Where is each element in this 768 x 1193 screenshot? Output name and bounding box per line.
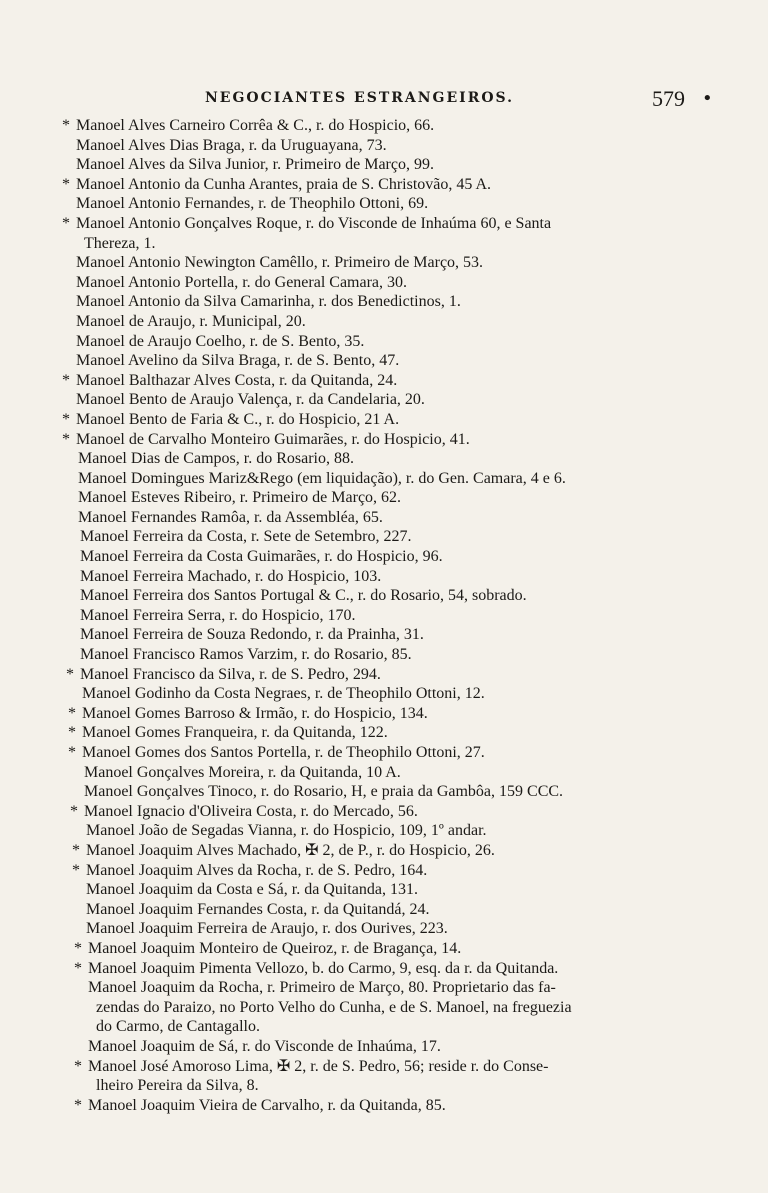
list-item xyxy=(0,1096,768,1116)
list-item xyxy=(0,488,768,508)
list-item xyxy=(0,645,768,665)
entry-text: Manoel Gonçalves Tinoco, r. do Rosario, H, e praia da Gambôa, 159 CCC. xyxy=(84,783,564,801)
entry-text: Manoel Ferreira dos Santos Portugal & C., r. do Rosario, 54, sobrado. xyxy=(80,587,527,605)
entry-continuation: lheiro Pereira da Silva, 8. xyxy=(96,1077,259,1095)
list-item xyxy=(0,802,768,822)
list-item xyxy=(0,625,768,645)
list-item xyxy=(0,684,768,704)
list-item xyxy=(0,978,768,1037)
list-item xyxy=(0,430,768,450)
list-item xyxy=(0,175,768,195)
asterisk-mark: * xyxy=(72,861,80,879)
list-item xyxy=(0,312,768,332)
list-item xyxy=(0,861,768,881)
header-dot: • xyxy=(702,88,713,109)
list-item xyxy=(0,723,768,743)
asterisk-mark: * xyxy=(66,665,74,683)
entry-text: Manoel Godinho da Costa Negraes, r. de Theophilo Ottoni, 12. xyxy=(82,685,485,703)
list-item xyxy=(0,606,768,626)
entry-text: Manoel Ignacio d'Oliveira Costa, r. do Mercado, 56. xyxy=(84,802,418,820)
entry-text: Manoel Alves Carneiro Corrêa & C., r. do Hospicio, 66. xyxy=(76,117,435,134)
entry-text: Manoel Joaquim Monteiro de Queiroz, r. de Bragança, 14. xyxy=(88,939,462,957)
entry-text: Manoel de Araujo Coelho, r. de S. Bento, 35. xyxy=(76,332,365,350)
page-header xyxy=(0,86,768,114)
entry-text: Manoel Antonio da Cunha Arantes, praia de S. Christovão, 45 A. xyxy=(76,175,492,193)
list-item xyxy=(0,351,768,371)
asterisk-mark: * xyxy=(68,724,76,742)
list-item xyxy=(0,332,768,352)
entry-text: Manoel Antonio Newington Camêllo, r. Primeiro de Março, 53. xyxy=(76,254,484,272)
merchant-list xyxy=(0,116,768,1115)
entry-text: Manoel Alves Dias Braga, r. da Uruguayana, 73. xyxy=(76,136,387,154)
entry-text: Manoel Gonçalves Moreira, r. da Quitanda, 10 A. xyxy=(84,763,401,781)
entry-text: Manoel Fernandes Ramôa, r. da Assembléa, 65. xyxy=(78,508,383,526)
list-item xyxy=(0,155,768,175)
list-item xyxy=(0,586,768,606)
entry-text: Manoel Joaquim de Sá, r. do Visconde de Inhaúma, 17. xyxy=(88,1037,441,1055)
list-item xyxy=(0,449,768,469)
asterisk-mark: * xyxy=(62,430,70,448)
list-item xyxy=(0,704,768,724)
entry-continuation: zendas do Paraizo, no Porto Velho do Cunha, e de S. Manoel, na freguezia xyxy=(96,998,572,1016)
list-item xyxy=(0,743,768,763)
list-item xyxy=(0,919,768,939)
entry-text: Manoel Joaquim Ferreira de Araujo, r. dos Ourives, 223. xyxy=(86,920,448,938)
list-item xyxy=(0,194,768,214)
asterisk-mark: * xyxy=(62,214,70,232)
entry-text: Manoel Joaquim Fernandes Costa, r. da Quitandá, 24. xyxy=(86,900,430,918)
entry-text: Manoel Ferreira da Costa, r. Sete de Setembro, 227. xyxy=(80,528,412,546)
list-item xyxy=(0,959,768,979)
entry-text: Manoel Joaquim da Rocha, r. Primeiro de Março, 80. Proprietario das fa- xyxy=(88,979,556,997)
asterisk-mark: * xyxy=(68,744,76,761)
entry-text: Manoel Gomes Barroso & Irmão, r. do Hospicio, 134. xyxy=(82,704,428,722)
entry-text: Manoel de Carvalho Monteiro Guimarães, r. do Hospicio, 41. xyxy=(76,430,470,448)
entry-text: Manoel João de Segadas Vianna, r. do Hospicio, 109, 1º andar. xyxy=(86,822,487,840)
asterisk-mark: * xyxy=(74,1057,82,1075)
entry-continuation: do Carmo, de Cantagallo. xyxy=(96,1018,260,1036)
list-item xyxy=(0,1037,768,1057)
asterisk-mark: * xyxy=(62,410,70,428)
list-item xyxy=(0,547,768,567)
list-item xyxy=(0,665,768,685)
list-item xyxy=(0,880,768,900)
asterisk-mark: * xyxy=(68,704,76,722)
asterisk-mark: * xyxy=(62,117,70,134)
list-item xyxy=(0,508,768,528)
list-item xyxy=(0,410,768,430)
entry-text: Manoel Domingues Mariz&Rego (em liquidação), r. do Gen. Camara, 4 e 6. xyxy=(78,469,566,487)
entry-text: Manoel Francisco da Silva, r. de S. Pedro, 294. xyxy=(80,665,381,683)
list-item xyxy=(0,214,768,253)
list-item xyxy=(0,371,768,391)
entry-text: Manoel Esteves Ribeiro, r. Primeiro de Março, 62. xyxy=(78,489,402,507)
asterisk-mark: * xyxy=(72,841,80,859)
list-item xyxy=(0,273,768,293)
list-item xyxy=(0,253,768,273)
entry-text: Manoel Ferreira Machado, r. do Hospicio, 103. xyxy=(80,567,382,585)
entry-text: Manoel Gomes dos Santos Portella, r. de Theophilo Ottoni, 27. xyxy=(82,744,485,761)
entry-text: Manoel Bento de Araujo Valença, r. da Candelaria, 20. xyxy=(76,391,425,409)
asterisk-mark: * xyxy=(74,959,82,977)
asterisk-mark: * xyxy=(62,371,70,389)
entry-continuation: Thereza, 1. xyxy=(84,234,156,252)
list-item xyxy=(0,567,768,587)
entry-text: Manoel Gomes Franqueira, r. da Quitanda, 122. xyxy=(82,724,388,742)
entry-text: Manoel Alves da Silva Junior, r. Primeiro de Março, 99. xyxy=(76,156,434,174)
list-item xyxy=(0,390,768,410)
entry-text: Manoel Balthazar Alves Costa, r. da Quitanda, 24. xyxy=(76,371,398,389)
list-item xyxy=(0,939,768,959)
entry-text: Manoel Joaquim Pimenta Vellozo, b. do Carmo, 9, esq. da r. da Quitanda. xyxy=(88,959,559,977)
asterisk-mark: * xyxy=(74,1096,82,1114)
entry-text: Manoel Bento de Faria & C., r. do Hospicio, 21 A. xyxy=(76,410,400,428)
list-item xyxy=(0,469,768,489)
list-item xyxy=(0,116,768,136)
list-item xyxy=(0,821,768,841)
entry-text: Manoel Antonio Portella, r. do General Camara, 30. xyxy=(76,273,408,291)
entry-text: Manoel Joaquim Vieira de Carvalho, r. da Quitanda, 85. xyxy=(88,1096,446,1114)
list-item xyxy=(0,841,768,861)
list-item xyxy=(0,763,768,783)
entry-text: Manoel Joaquim Alves da Rocha, r. de S. Pedro, 164. xyxy=(86,861,428,879)
list-item xyxy=(0,782,768,802)
list-item xyxy=(0,292,768,312)
entry-text: Manoel Antonio da Silva Camarinha, r. dos Benedictinos, 1. xyxy=(76,293,461,311)
asterisk-mark: * xyxy=(74,939,82,957)
entry-text: Manoel Francisco Ramos Varzim, r. do Rosario, 85. xyxy=(80,646,412,664)
entry-text: Manoel Avelino da Silva Braga, r. de S. Bento, 47. xyxy=(76,352,400,370)
list-item xyxy=(0,527,768,547)
entry-text: Manoel Antonio Fernandes, r. de Theophilo Ottoni, 69. xyxy=(76,195,429,213)
running-title: NEGOCIANTES ESTRANGEIROS. xyxy=(205,90,515,106)
asterisk-mark: * xyxy=(70,802,78,820)
entry-text: Manoel Antonio Gonçalves Roque, r. do Visconde de Inhaúma 60, e Santa xyxy=(76,214,552,232)
list-item xyxy=(0,1057,768,1096)
entry-text: Manoel Joaquim da Costa e Sá, r. da Quitanda, 131. xyxy=(86,881,418,899)
page-number: 579 xyxy=(652,86,685,111)
entry-text: Manoel Dias de Campos, r. do Rosario, 88. xyxy=(78,450,354,468)
entry-text: Manoel Ferreira da Costa Guimarães, r. do Hospicio, 96. xyxy=(80,548,443,566)
entry-text: Manoel Ferreira Serra, r. do Hospicio, 170. xyxy=(80,606,356,624)
list-item xyxy=(0,900,768,920)
entry-text: Manoel de Araujo, r. Municipal, 20. xyxy=(76,312,306,330)
entry-text: Manoel José Amoroso Lima, ✠ 2, r. de S. Pedro, 56; reside r. do Conse- xyxy=(88,1057,549,1075)
asterisk-mark: * xyxy=(62,175,70,193)
list-item xyxy=(0,136,768,156)
entry-text: Manoel Ferreira de Souza Redondo, r. da Prainha, 31. xyxy=(80,626,424,644)
entry-text: Manoel Joaquim Alves Machado, ✠ 2, de P., r. do Hospicio, 26. xyxy=(86,841,495,859)
